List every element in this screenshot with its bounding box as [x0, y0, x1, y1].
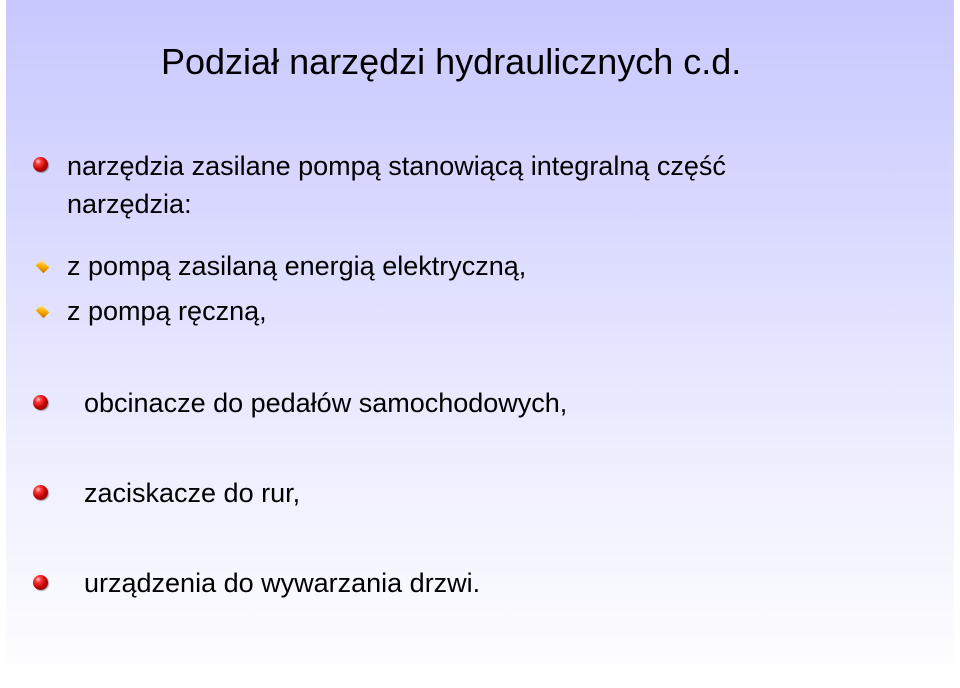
red-ball-icon — [33, 395, 48, 410]
list-item-text-continued: narzędzia: — [67, 189, 192, 219]
list-item-text: urządzenia do wywarzania drzwi. — [84, 568, 481, 598]
slide-title: Podział narzędzi hydraulicznych c.d. — [161, 41, 742, 82]
red-ball-icon — [33, 575, 48, 590]
list-item-text: obcinacze do pedałów samochodowych, — [84, 388, 568, 418]
sub-list-item-text: z pompą ręczną, — [67, 296, 267, 326]
red-ball-icon — [33, 157, 48, 172]
list-item-text: zaciskacze do rur, — [84, 478, 301, 508]
red-ball-icon — [33, 485, 48, 500]
list-item-text: narzędzia zasilane pompą stanowiącą integralną część — [67, 151, 726, 181]
sub-list-item-text: z pompą zasilaną energią elektryczną, — [67, 251, 527, 281]
